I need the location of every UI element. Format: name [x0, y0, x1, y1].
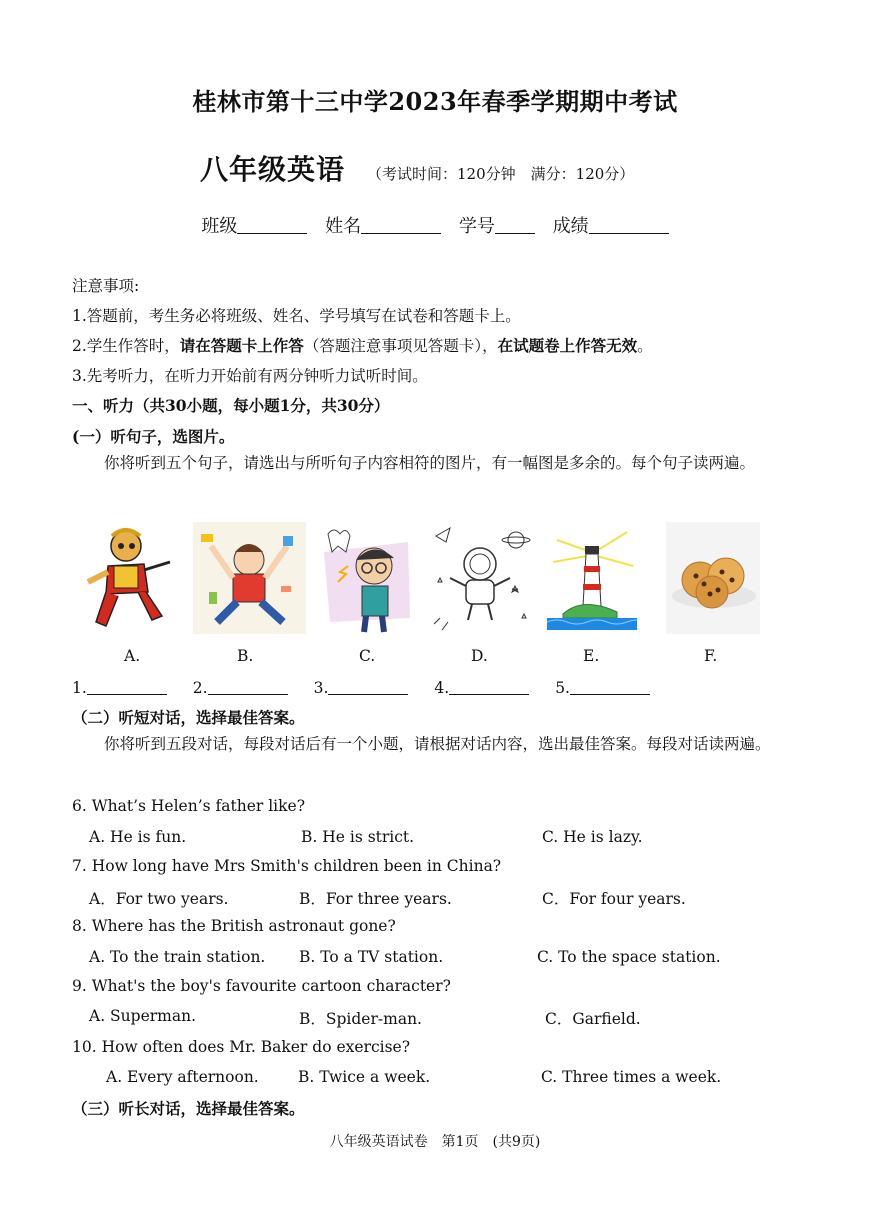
- note-2-emphasis-1: 请在答题卡上作答: [179, 336, 304, 355]
- question-9: 9. What's the boy's favourite cartoon character?: [72, 977, 451, 995]
- q8-option-b[interactable]: B. To a TV station.: [299, 948, 444, 966]
- student-info-row: [0, 212, 870, 238]
- q8-option-c[interactable]: C. To the space station.: [537, 948, 721, 966]
- q6-option-c[interactable]: C. He is lazy.: [542, 828, 643, 846]
- name-label: 姓名: [325, 216, 362, 237]
- note-2: [72, 334, 653, 356]
- excited-boy-icon: [193, 522, 306, 634]
- class-field[interactable]: [201, 216, 307, 237]
- q10-option-b[interactable]: B. Twice a week.: [298, 1068, 431, 1086]
- picture-label-e: E.: [583, 647, 600, 665]
- answer-blank-3[interactable]: [314, 679, 409, 697]
- part-1-title: (一）听句子，选图片。: [72, 427, 235, 446]
- section-1-title: 一、听力（共30小题，每小题1分，共30分）: [72, 396, 390, 415]
- q9-option-b[interactable]: B．Spider-man.: [299, 1010, 422, 1028]
- toothache-man-icon: [320, 522, 412, 634]
- answer-number: 1.: [72, 679, 87, 697]
- answer-number: 2.: [192, 679, 208, 697]
- q10-option-c[interactable]: C. Three times a week.: [541, 1068, 722, 1086]
- answer-blank-2[interactable]: [193, 679, 288, 697]
- score-field[interactable]: [553, 216, 669, 237]
- lighthouse-icon: [547, 522, 637, 634]
- part-2-title: （二）听短对话，选择最佳答案。: [72, 708, 305, 727]
- page-footer: 八年级英语试卷 第1页 (共9页): [329, 1134, 541, 1150]
- question-6: 6. What’s Helen’s father like?: [72, 797, 306, 815]
- exam-info: （考试时间：120分钟 满分：120分）: [367, 165, 635, 183]
- picture-label-a: A.: [124, 647, 141, 665]
- picture-label-f: F.: [704, 647, 718, 665]
- part-1-instruction: 你将听到五个句子，请选出与所听句子内容相符的图片，有一幅图是多余的。每个句子读两遍。: [104, 454, 756, 472]
- q7-option-a[interactable]: A．For two years.: [89, 890, 229, 908]
- part-2-instruction: 你将听到五段对话，每段对话后有一个小题，请根据对话内容，选出最佳答案。每段对话读两遍。: [104, 735, 771, 753]
- answer-number: 3.: [313, 679, 329, 697]
- q6-option-a[interactable]: A. He is fun.: [89, 828, 187, 846]
- part-3-title: （三）听长对话，选择最佳答案。: [72, 1099, 305, 1118]
- student-id-label: 学号: [458, 216, 495, 237]
- question-10: 10. How often does Mr. Baker do exercise?: [72, 1038, 411, 1056]
- picture-label-d: D.: [471, 647, 488, 665]
- note-2-part-e: 。: [637, 337, 653, 355]
- question-7: 7. How long have Mrs Smith's children been in China?: [72, 857, 502, 875]
- answer-blanks-row: [72, 678, 650, 697]
- note-3: 3.先考听力，在听力开始前有两分钟听力试听时间。: [72, 367, 428, 385]
- score-label: 成绩: [552, 216, 589, 237]
- note-1: 1.答题前，考生务必将班级、姓名、学号填写在试卷和答题卡上。: [72, 307, 521, 325]
- answer-number: 4.: [434, 679, 450, 697]
- answer-blank-4[interactable]: [434, 679, 529, 697]
- q9-option-a[interactable]: A. Superman.: [89, 1007, 197, 1025]
- answer-blank-5[interactable]: [555, 679, 650, 697]
- cookies-icon: [666, 522, 760, 634]
- subject-name: 八年级英语: [200, 153, 346, 186]
- note-2-part-a: 2.学生作答时，: [72, 337, 180, 355]
- note-2-emphasis-2: 在试题卷上作答无效: [497, 336, 638, 355]
- picture-label-c: C.: [359, 647, 376, 665]
- picture-label-b: B.: [237, 647, 254, 665]
- q8-option-a[interactable]: A. To the train station.: [89, 948, 266, 966]
- question-8: 8. Where has the British astronaut gone?: [72, 917, 396, 935]
- exam-title: 桂林市第十三中学2023年春季学期期中考试: [192, 87, 678, 116]
- class-label: 班级: [201, 216, 238, 237]
- astronaut-icon: [428, 522, 532, 634]
- student-id-field[interactable]: [459, 216, 535, 237]
- answer-blank-1[interactable]: [72, 679, 167, 697]
- monkey-king-icon: [78, 522, 178, 634]
- exam-subtitle: [200, 148, 634, 188]
- q7-option-b[interactable]: B．For three years.: [299, 890, 452, 908]
- answer-number: 5.: [555, 679, 570, 697]
- note-2-part-c: （答题注意事项见答题卡），: [303, 337, 498, 355]
- notes-header: 注意事项:: [72, 277, 140, 295]
- q7-option-c[interactable]: C．For four years.: [542, 890, 686, 908]
- q6-option-b[interactable]: B. He is strict.: [301, 828, 415, 846]
- q10-option-a[interactable]: A. Every afternoon.: [106, 1068, 259, 1086]
- q9-option-c[interactable]: C．Garfield.: [545, 1010, 641, 1028]
- name-field[interactable]: [325, 216, 441, 237]
